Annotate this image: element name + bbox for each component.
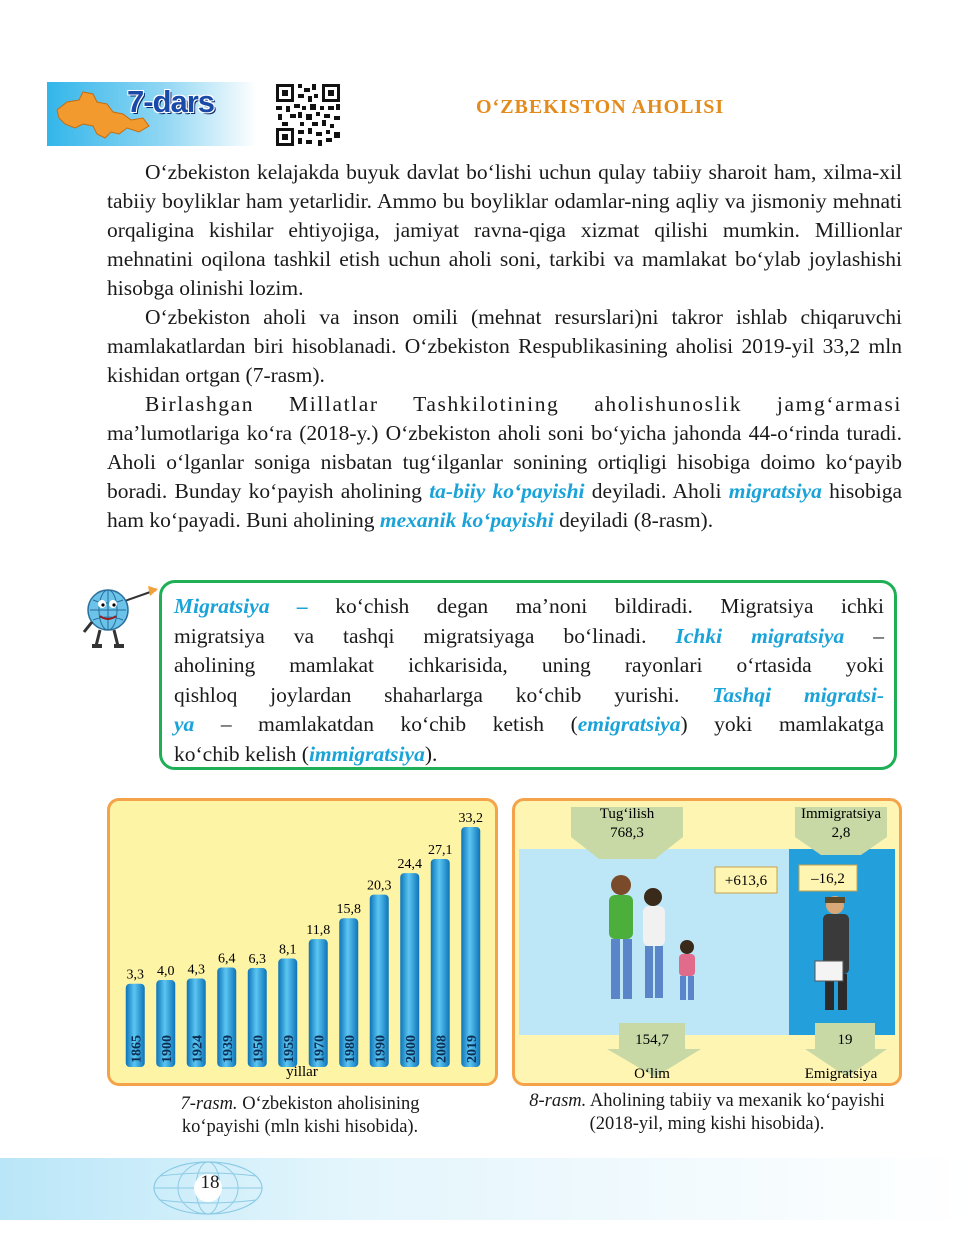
population-chart-svg xyxy=(110,801,495,1083)
value-label-1950: 6,3 xyxy=(248,951,266,967)
tick-label-1924: 1924 xyxy=(190,1035,206,1063)
definition-line-4: qishloq joylardan shaharlarga ko‘chib yurishi. xyxy=(174,682,680,707)
value-label-1970: 11,8 xyxy=(306,923,331,939)
tick-label-1865: 1865 xyxy=(129,1035,145,1063)
term-emigratsiya: emigratsiya xyxy=(577,712,681,736)
bar-2019 xyxy=(461,827,480,1067)
birth-value: 768,3 xyxy=(610,825,644,841)
definition-line-1: ko‘chish degan ma’noni bildiradi. Migratsiya ichki xyxy=(335,594,884,618)
qr-code-icon xyxy=(274,82,342,148)
death-label: O‘lim xyxy=(634,1066,670,1082)
paragraph-3-part-e: deyiladi (8-rasm). xyxy=(559,508,714,532)
birth-label: Tug‘ilish xyxy=(599,806,655,822)
definition-line-6a: ko‘chib kelish ( xyxy=(174,741,309,766)
natural-growth-value: +613,6 xyxy=(724,873,768,889)
lesson-badge xyxy=(47,82,257,146)
definition-line-6b: ). xyxy=(424,741,438,766)
figure-7-label: 7-rasm. xyxy=(180,1094,238,1114)
tick-label-2000: 2000 xyxy=(403,1035,419,1063)
tick-label-1950: 1950 xyxy=(251,1035,267,1063)
term-tabiiy-kopayishi: ta-biiy ko‘payishi xyxy=(429,479,585,503)
value-label-1959: 8,1 xyxy=(279,942,297,958)
x-axis-label: yillar xyxy=(286,1064,318,1080)
chapter-title: O‘ZBEKISTON AHOLISI xyxy=(476,96,725,118)
globe-mascot-icon xyxy=(78,580,160,650)
population-chart xyxy=(107,798,498,1086)
tick-label-1900: 1900 xyxy=(159,1035,175,1063)
term-migratsiya-def: Migratsiya – xyxy=(174,594,308,618)
definition-text xyxy=(174,592,884,769)
paragraph-3 xyxy=(107,390,902,535)
paragraph-3-part-a: Birlashgan Millatlar Tashkilotining aholishunoslik jamg‘armasi xyxy=(145,392,902,416)
figure-8-caption xyxy=(516,1090,898,1136)
value-label-1924: 4,3 xyxy=(187,962,205,978)
emigration-label: Emigratsiya xyxy=(804,1066,878,1082)
term-migratsiya: migratsiya xyxy=(728,479,822,503)
tick-label-1959: 1959 xyxy=(281,1035,297,1063)
definition-dash: – xyxy=(873,623,885,648)
definition-line-5a: – mamlakatdan ko‘chib ketish ( xyxy=(220,712,578,736)
tick-label-1939: 1939 xyxy=(220,1035,236,1063)
term-ichki-migratsiya: Ichki migratsiya xyxy=(675,623,845,648)
figure-7-caption xyxy=(140,1093,460,1139)
paragraph-1: O‘zbekiston kelajakda buyuk davlat bo‘lishi uchun qulay tabiiy sharoit ham, xilma-xil tabiiy boyliklar ham yetarlidir. Ammo bu boyliklar odamlar-ning aqliy va jismoniy mehnati orqaligina kishilar ehtiyojiga, jamiyat ravna-qiga xizmat qilishi mumkin. Millionlar mehnatini oqilona tashkil etish uchun aholi soni, tarkibi va mamlakat bo‘ylab joylashishi hisobga olinishi lozim. xyxy=(107,160,902,300)
value-label-2008: 27,1 xyxy=(428,842,453,858)
value-label-1980: 15,8 xyxy=(336,902,361,918)
value-label-2019: 33,2 xyxy=(458,811,483,826)
value-label-2000: 24,4 xyxy=(397,857,422,873)
tick-label-1990: 1990 xyxy=(373,1035,389,1063)
term-tashqi-migratsiya-a: Tashqi migratsi- xyxy=(712,682,885,707)
definition-line-2: migratsiya va tashqi migratsiyaga bo‘linadi. xyxy=(174,623,647,648)
definition-line-3: aholining mamlakat ichkarisida, uning rayonlari o‘rtasida yoki xyxy=(174,653,884,677)
net-migration-value: –16,2 xyxy=(811,871,845,887)
growth-diagram xyxy=(512,798,902,1086)
value-label-1865: 3,3 xyxy=(126,967,144,983)
growth-diagram-svg xyxy=(515,801,899,1083)
value-label-1900: 4,0 xyxy=(157,964,175,980)
lesson-number: 7-dars xyxy=(127,84,215,119)
term-immigratsiya: immigratsiya xyxy=(308,741,425,766)
tick-label-2019: 2019 xyxy=(464,1035,480,1063)
paragraph-2: O‘zbekiston aholi va inson omili (mehnat resurslari)ni takror ishlab chiqaruvchi mamlakatlardan biri hisoblanadi. O‘zbekiston Respublikasining aholisi 2019-yil 33,2 mln kishidan ortgan (7-rasm). xyxy=(107,305,902,387)
term-mexanik-kopayishi: mexanik ko‘payishi xyxy=(379,508,554,532)
death-value: 154,7 xyxy=(635,1032,669,1048)
tick-label-1970: 1970 xyxy=(312,1035,328,1063)
tick-label-1980: 1980 xyxy=(342,1035,358,1063)
immigration-label: Immigratsiya xyxy=(801,806,881,822)
tick-label-2008: 2008 xyxy=(434,1035,450,1063)
emigration-value: 19 xyxy=(837,1032,853,1048)
figure-7-text: O‘zbekiston aholisining ko‘payishi (mln kishi hisobida). xyxy=(181,1094,420,1137)
figure-8-label: 8-rasm. xyxy=(529,1091,587,1111)
term-tashqi-migratsiya-b: ya xyxy=(174,712,195,736)
footer-band xyxy=(0,1158,976,1220)
page-number: 18 xyxy=(200,1172,220,1193)
immigration-value: 2,8 xyxy=(831,825,851,841)
paragraph-3-part-b: ma’lumotlariga ko‘ra (2018-y.) O‘zbekiston aholi soni bo‘yicha jahonda 44-o‘rinda turadi. Aholi o‘lganlar soniga nisbatan tug‘ilganlar sonining ortiqligi hisobiga doimo ko‘payib boradi. Bunday ko‘payish aholining xyxy=(107,421,902,503)
paragraph-3-part-c: deyiladi. Aholi xyxy=(591,479,722,503)
definition-line-5b: ) yoki mamlakatga xyxy=(680,712,885,736)
value-label-1939: 6,4 xyxy=(218,951,236,967)
figure-8-text: Aholining tabiiy va mexanik ko‘payishi (2018-yil, ming kishi hisobida). xyxy=(589,1091,885,1134)
value-label-1990: 20,3 xyxy=(367,878,392,894)
paragraph-3-part-d: hisobiga ham ko‘payadi. Buni aholining xyxy=(107,479,902,532)
